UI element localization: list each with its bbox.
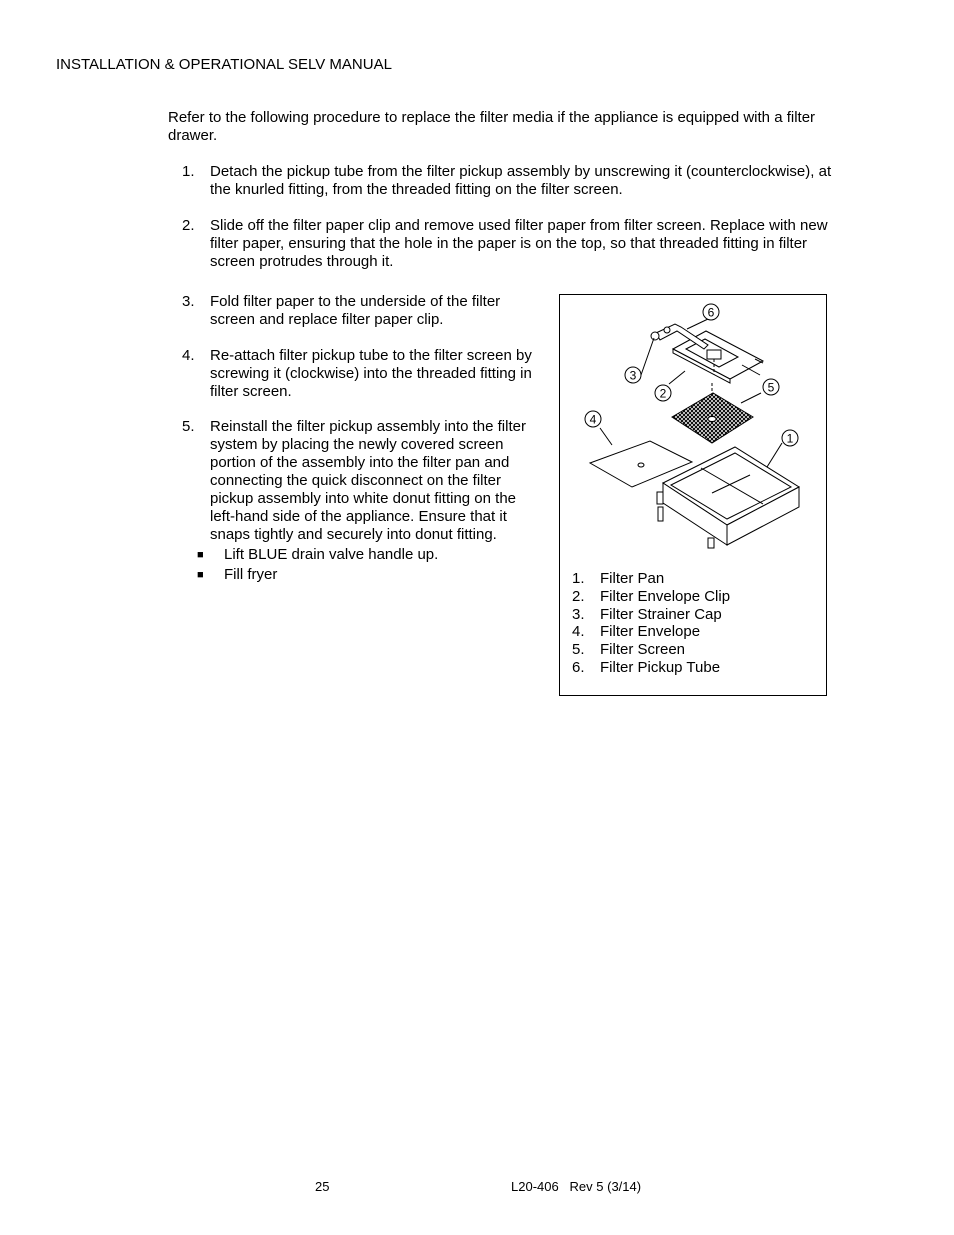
legend-number: 4.: [572, 623, 585, 641]
step-number: 3.: [182, 293, 195, 310]
pickup-assembly-drawing: [651, 324, 763, 395]
step-text: Slide off the filter paper clip and remove used filter paper from filter screen. Replace with new filter paper, ensuring that the hole in the paper is on the top, so that threaded fitting in filter screen protrudes through it.: [210, 217, 828, 270]
step-number: 2.: [182, 217, 195, 234]
bullet-square-icon: ■: [197, 549, 204, 561]
callout-label: 6: [707, 305, 715, 320]
legend-number: 2.: [572, 587, 585, 605]
legend-label: Filter Envelope: [600, 623, 701, 641]
document-header: INSTALLATION & OPERATIONAL SELV MANUAL: [56, 56, 392, 73]
document-revision: L20-406 Rev 5 (3/14): [511, 1179, 642, 1194]
legend-number: 5.: [572, 641, 585, 659]
bullet-text: Lift BLUE drain valve handle up.: [224, 546, 439, 563]
bullet-text: Fill fryer: [224, 566, 278, 583]
legend-label: Filter Envelope Clip: [600, 587, 731, 605]
callout-5: [763, 379, 779, 395]
intro-paragraph: Refer to the following procedure to replace the filter media if the appliance is equipped with a filter drawer.: [168, 109, 816, 144]
callout-label: 2: [659, 386, 667, 401]
step-number: 5.: [182, 418, 195, 435]
callout-3: [625, 367, 641, 383]
callout-label: 1: [786, 431, 794, 446]
legend-number: 3.: [572, 605, 585, 623]
callout-label: 3: [629, 368, 637, 383]
callout-1: [782, 430, 798, 446]
step-text: Re-attach filter pickup tube to the filter screen by screwing it (clockwise) into the threaded fitting in filter screen.: [210, 347, 532, 400]
step-text: Fold filter paper to the underside of the filter screen and replace filter paper clip.: [210, 293, 501, 328]
legend-label: Filter Screen: [600, 641, 686, 659]
legend-number: 6.: [572, 658, 585, 676]
legend-label: Filter Strainer Cap: [600, 605, 722, 623]
callout-label: 4: [589, 412, 597, 427]
callout-4: [585, 411, 601, 427]
legend-label: Filter Pickup Tube: [600, 658, 721, 676]
legend-number: 1.: [572, 570, 585, 587]
callout-6: [703, 304, 719, 320]
callout-2: [655, 385, 671, 401]
callout-label: 5: [767, 380, 775, 395]
filter-screen-drawing: [672, 393, 753, 443]
filter-assembly-diagram: [560, 295, 826, 565]
filter-figure: [559, 294, 827, 696]
legend-label: Filter Pan: [600, 570, 665, 587]
page-number: 25: [315, 1179, 330, 1194]
step-number: 4.: [182, 347, 195, 364]
step-text: Detach the pickup tube from the filter pickup assembly by unscrewing it (counterclockwise), at the knurled fitting, from the threaded fitting on the filter screen.: [210, 163, 832, 198]
bullet-square-icon: ■: [197, 569, 204, 581]
step-number: 1.: [182, 163, 195, 180]
step-text: Reinstall the filter pickup assembly into the filter system by placing the newly covered screen portion of the assembly into the filter pan and connecting the quick disconnect on the filter pickup assembly into white donut fitting on the left-hand side of the appliance. Ensure that it snaps tightly and securely into donut fitting.: [210, 418, 526, 543]
